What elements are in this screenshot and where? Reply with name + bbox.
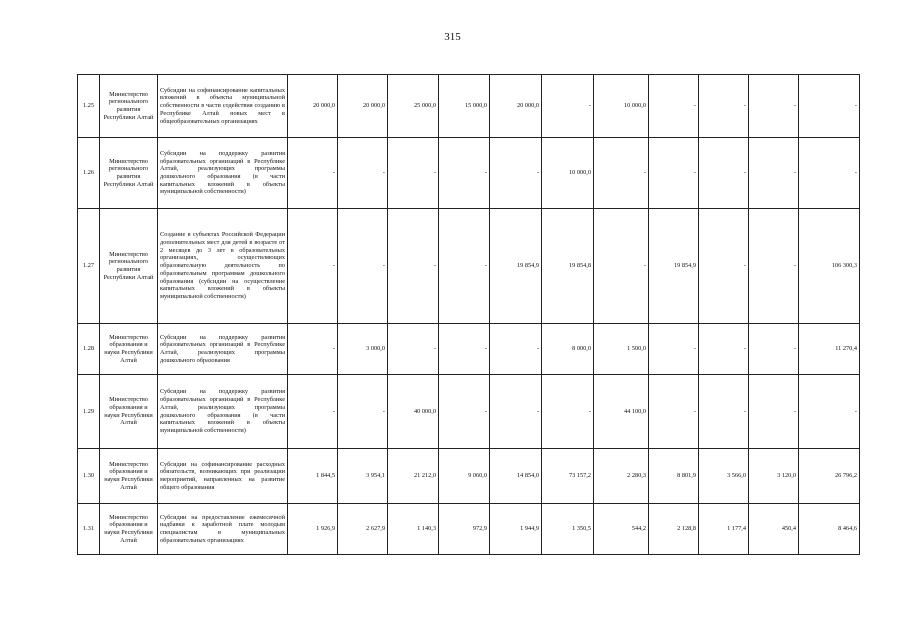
value-cell: - xyxy=(649,138,699,209)
value-cell: - xyxy=(799,375,860,449)
value-cell: 11 270,4 xyxy=(799,324,860,375)
ministry-cell: Министерство образования и науки Республики Алтай xyxy=(100,504,158,555)
value-cell: - xyxy=(338,209,388,324)
value-cell: 1 177,4 xyxy=(699,504,749,555)
value-cell: - xyxy=(288,209,338,324)
value-cell: - xyxy=(749,75,799,138)
row-number: 1.26 xyxy=(78,138,100,209)
value-cell: 44 100,0 xyxy=(594,375,649,449)
ministry-cell: Министерство регионального развития Республики Алтай xyxy=(100,209,158,324)
value-cell: - xyxy=(388,324,439,375)
value-cell: - xyxy=(649,324,699,375)
value-cell: 20 000,0 xyxy=(288,75,338,138)
value-cell: - xyxy=(649,75,699,138)
value-cell: 21 212,0 xyxy=(388,449,439,504)
value-cell: - xyxy=(288,324,338,375)
value-cell: 19 854,9 xyxy=(490,209,542,324)
value-cell: - xyxy=(439,324,490,375)
table-row xyxy=(78,504,860,555)
value-cell: 3 954,1 xyxy=(338,449,388,504)
value-cell: - xyxy=(388,138,439,209)
value-cell: 15 000,0 xyxy=(439,75,490,138)
value-cell: - xyxy=(649,375,699,449)
page-number: 315 xyxy=(444,31,461,43)
value-cell: - xyxy=(799,75,860,138)
value-cell: - xyxy=(699,138,749,209)
value-cell: 8 801,9 xyxy=(649,449,699,504)
description-cell: Субсидии на поддержку развития образовательных организаций в Республике Алтай, реализующих программы дошкольного образования (в части капитальных вложений в объекты муниципальной собственности) xyxy=(158,375,288,449)
value-cell: 14 854,0 xyxy=(490,449,542,504)
value-cell: - xyxy=(699,75,749,138)
value-cell: 2 627,9 xyxy=(338,504,388,555)
value-cell: - xyxy=(749,324,799,375)
value-cell: 26 796,2 xyxy=(799,449,860,504)
value-cell: - xyxy=(542,375,594,449)
ministry-cell: Министерство образования и науки Республики Алтай xyxy=(100,449,158,504)
value-cell: 9 060,0 xyxy=(439,449,490,504)
value-cell: 25 000,0 xyxy=(388,75,439,138)
value-cell: - xyxy=(699,324,749,375)
ministry-cell: Министерство образования и науки Республики Алтай xyxy=(100,375,158,449)
value-cell: - xyxy=(338,138,388,209)
value-cell: 1 140,3 xyxy=(388,504,439,555)
row-number: 1.28 xyxy=(78,324,100,375)
row-number: 1.25 xyxy=(78,75,100,138)
value-cell: 73 157,2 xyxy=(542,449,594,504)
table-row xyxy=(78,209,860,324)
description-cell: Субсидии на софинансирование расходных обязательств, возникающих при реализации мероприятий, направленных на развитие общего образования xyxy=(158,449,288,504)
value-cell: 19 854,9 xyxy=(649,209,699,324)
value-cell: - xyxy=(749,138,799,209)
value-cell: - xyxy=(490,138,542,209)
description-cell: Субсидии на софинансирование капитальных вложений в объекты муниципальной собственности в части содействия созданию в Республике Алтай новых мест в общеобразовательных организациях xyxy=(158,75,288,138)
value-cell: 10 000,0 xyxy=(594,75,649,138)
value-cell: 1 944,9 xyxy=(490,504,542,555)
ministry-cell: Министерство регионального развития Республики Алтай xyxy=(100,138,158,209)
value-cell: 19 854,8 xyxy=(542,209,594,324)
budget-table xyxy=(77,74,860,555)
value-cell: - xyxy=(799,138,860,209)
value-cell: - xyxy=(439,209,490,324)
row-number: 1.30 xyxy=(78,449,100,504)
table-row xyxy=(78,138,860,209)
row-number: 1.27 xyxy=(78,209,100,324)
value-cell: 1 500,0 xyxy=(594,324,649,375)
ministry-cell: Министерство регионального развития Республики Алтай xyxy=(100,75,158,138)
value-cell: - xyxy=(594,138,649,209)
value-cell: - xyxy=(439,138,490,209)
value-cell: - xyxy=(388,209,439,324)
table-row xyxy=(78,75,860,138)
value-cell: 972,9 xyxy=(439,504,490,555)
value-cell: 450,4 xyxy=(749,504,799,555)
value-cell: 8 464,6 xyxy=(799,504,860,555)
value-cell: 40 000,0 xyxy=(388,375,439,449)
value-cell: 106 300,3 xyxy=(799,209,860,324)
value-cell: 20 000,0 xyxy=(338,75,388,138)
value-cell: - xyxy=(749,375,799,449)
value-cell: 544,2 xyxy=(594,504,649,555)
value-cell: 20 000,0 xyxy=(490,75,542,138)
description-cell: Создание в субъектах Российской Федерации дополнительных мест для детей в возрасте от 2 месяцев до 3 лет в образовательных организациях, осуществляющих образовательную деятельность по образовательным программам дошкольного образования (субсидии на осуществление капитальных вложений в объекты муниципальной собственности) xyxy=(158,209,288,324)
value-cell: 1 350,5 xyxy=(542,504,594,555)
ministry-cell: Министерство образования и науки Республики Алтай xyxy=(100,324,158,375)
table-row xyxy=(78,375,860,449)
value-cell: - xyxy=(699,209,749,324)
value-cell: - xyxy=(288,375,338,449)
value-cell: 8 000,0 xyxy=(542,324,594,375)
row-number: 1.29 xyxy=(78,375,100,449)
value-cell: - xyxy=(490,375,542,449)
value-cell: - xyxy=(288,138,338,209)
value-cell: - xyxy=(439,375,490,449)
value-cell: 3 120,0 xyxy=(749,449,799,504)
value-cell: - xyxy=(749,209,799,324)
value-cell: - xyxy=(542,75,594,138)
table-row xyxy=(78,449,860,504)
description-cell: Субсидии на поддержку развития образовательных организаций в Республике Алтай, реализующих программы дошкольного образования xyxy=(158,324,288,375)
value-cell: 1 926,9 xyxy=(288,504,338,555)
description-cell: Субсидии на предоставление ежемесячной надбавки к заработной плате молодым специалистам в муниципальных образовательных организациях xyxy=(158,504,288,555)
row-number: 1.31 xyxy=(78,504,100,555)
value-cell: 3 566,0 xyxy=(699,449,749,504)
value-cell: 1 844,5 xyxy=(288,449,338,504)
value-cell: 2 128,8 xyxy=(649,504,699,555)
value-cell: 10 000,0 xyxy=(542,138,594,209)
value-cell: - xyxy=(338,375,388,449)
description-cell: Субсидии на поддержку развития образовательных организаций в Республике Алтай, реализующих программы дошкольного образования (в части капитальных вложений в объекты муниципальной собственности) xyxy=(158,138,288,209)
value-cell: - xyxy=(699,375,749,449)
value-cell: 2 280,3 xyxy=(594,449,649,504)
value-cell: - xyxy=(594,209,649,324)
value-cell: - xyxy=(490,324,542,375)
value-cell: 3 000,0 xyxy=(338,324,388,375)
table-row xyxy=(78,324,860,375)
